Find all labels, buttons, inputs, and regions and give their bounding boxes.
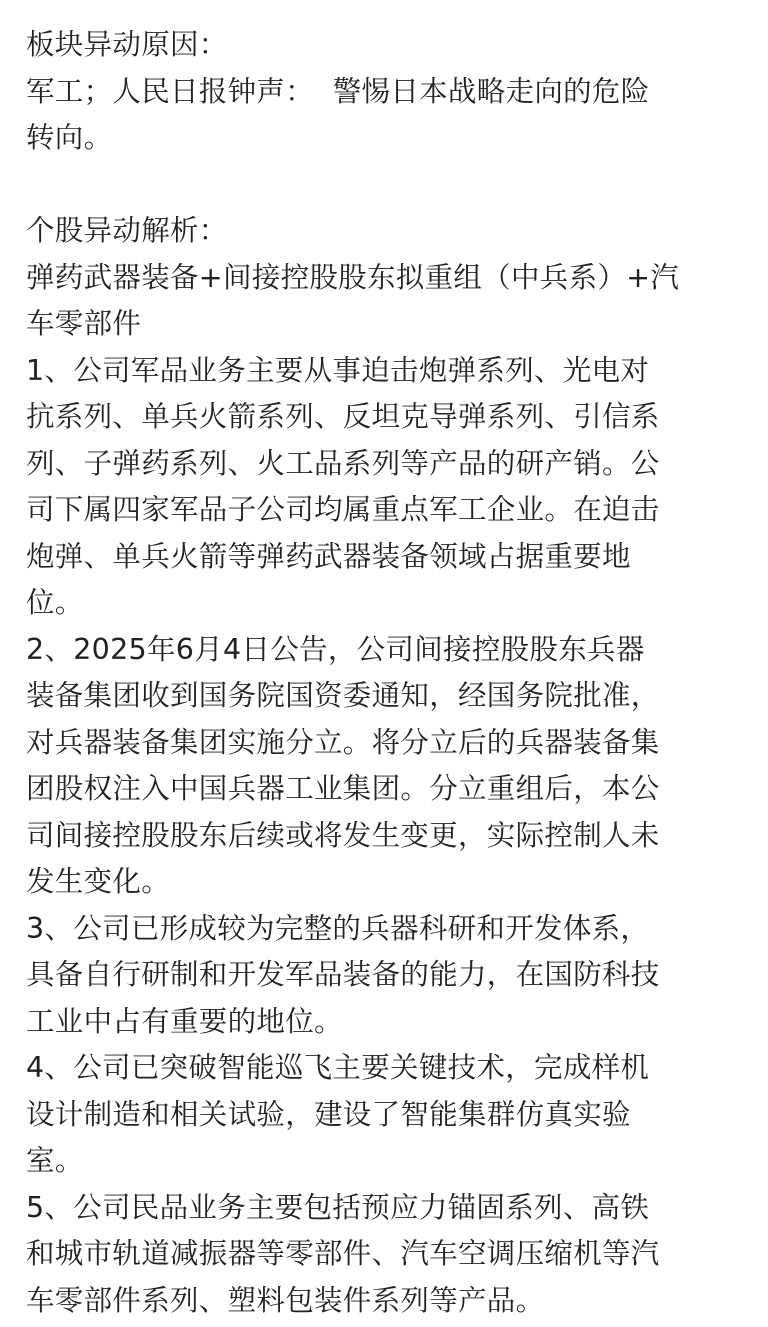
reason-line: 军工；人民日报钟声： 警惕日本战略走向的危险 bbox=[26, 74, 650, 108]
analysis-intro-line: 车零部件 bbox=[26, 307, 142, 340]
point-5-line: 和城市轨道减振器等零部件、汽车空调压缩机等汽 bbox=[26, 1237, 660, 1270]
point-4-line: 4、公司已突破智能巡飞主要关键技术，完成样机 bbox=[26, 1051, 650, 1084]
point-2-line: 司间接控股股东后续或将发生变更，实际控制人未 bbox=[26, 818, 660, 852]
point-1-line: 司下属四家军品子公司均属重点军工企业。在迫击 bbox=[26, 493, 660, 526]
paragraph-spacer bbox=[26, 162, 744, 209]
point-2-line: 团股权注入中国兵器工业集团。分立重组后，本公 bbox=[26, 772, 660, 805]
point-2-line: 对兵器装备集团实施分立。将分立后的兵器装备集 bbox=[26, 725, 660, 759]
analysis-intro-line: 弹药武器装备+间接控股股东拟重组（中兵系）+汽 bbox=[26, 260, 680, 294]
point-5-line: 车零部件系列、塑料包装件系列等产品。 bbox=[26, 1283, 545, 1317]
section-heading-analysis: 个股异动解析： bbox=[26, 214, 228, 247]
point-1-line: 抗系列、单兵火箭系列、反坦克导弹系列、引信系 bbox=[26, 400, 660, 433]
point-2-line: 发生变化。 bbox=[26, 865, 171, 898]
article-body bbox=[26, 22, 744, 1324]
point-3-line: 工业中占有重要的地位。 bbox=[26, 1004, 343, 1038]
point-3-line: 具备自行研制和开发军品装备的能力，在国防科技 bbox=[26, 958, 660, 991]
point-1-line: 位。 bbox=[26, 586, 84, 619]
point-4-line: 室。 bbox=[26, 1144, 84, 1177]
reason-line: 转向。 bbox=[26, 121, 113, 154]
point-4-line: 设计制造和相关试验，建设了智能集群仿真实验 bbox=[26, 1097, 631, 1131]
point-1-line: 1、公司军品业务主要从事迫击炮弹系列、光电对 bbox=[26, 353, 650, 387]
point-1-line: 列、子弹药系列、火工品系列等产品的研产销。公 bbox=[26, 446, 660, 480]
section-heading-reason: 板块异动原因： bbox=[26, 28, 228, 61]
point-3-line: 3、公司已形成较为完整的兵器科研和开发体系， bbox=[26, 911, 650, 945]
point-2-line: 2、2025年6月4日公告，公司间接控股股东兵器 bbox=[26, 632, 645, 666]
point-1-line: 炮弹、单兵火箭等弹药武器装备领域占据重要地 bbox=[26, 539, 631, 573]
point-2-line: 装备集团收到国务院国资委通知，经国务院批准， bbox=[26, 679, 660, 712]
point-5-line: 5、公司民品业务主要包括预应力锚固系列、高铁 bbox=[26, 1190, 650, 1224]
